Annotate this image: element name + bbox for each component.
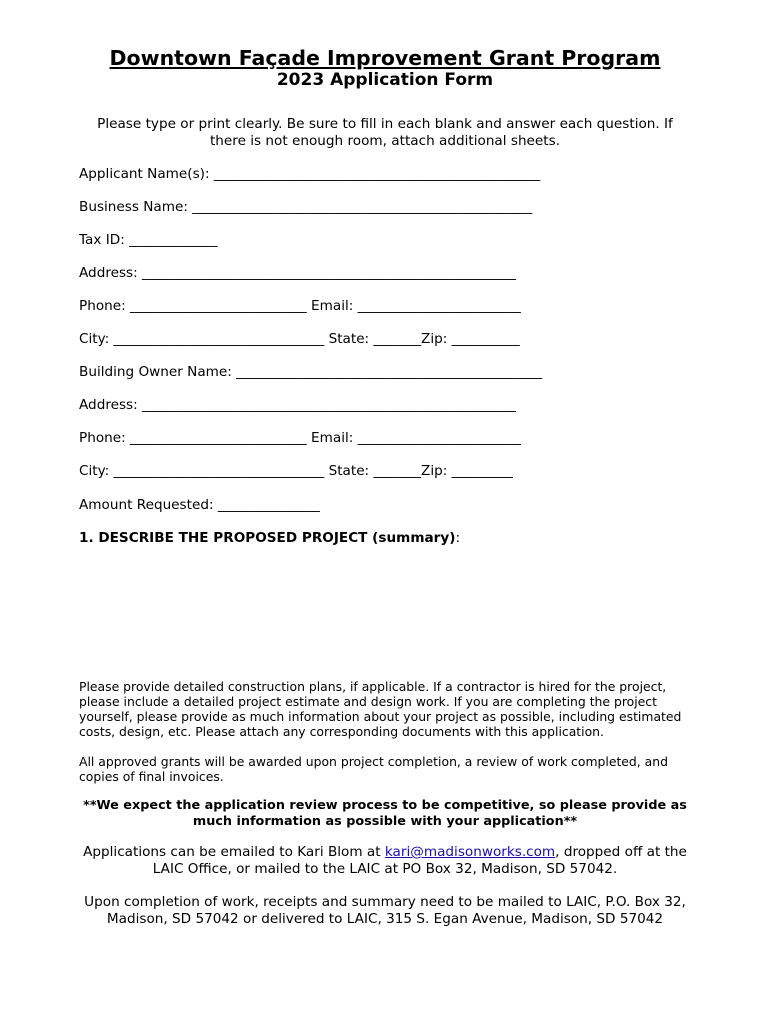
plans-instructions: Please provide detailed construction plans, if applicable. If a contractor is hired for the project, please include a detailed project estimate and design work. If you are completing the project yourself, please provide as much information about your project as possible, including estimated costs, design, etc. Please attach any corresponding documents with this application.: [79, 679, 682, 739]
amount-requested-field[interactable]: Amount Requested: _______________: [79, 497, 320, 513]
owner-city-state-zip-field[interactable]: City: _______________________________ State: _______Zip: _________: [79, 463, 513, 479]
project-description-question: [79, 530, 460, 546]
completion-instructions: Upon completion of work, receipts and summary need to be mailed to LAIC, P.O. Box 32, Madison, SD 57042 or delivered to LAIC, 315 S. Egan Avenue, Madison, SD 57042: [84, 894, 686, 927]
submission-text-before: Applications can be emailed to Kari Blom at: [83, 844, 385, 860]
award-instructions: All approved grants will be awarded upon project completion, a review of work completed, and copies of final invoices.: [79, 754, 668, 784]
applicant-address-field[interactable]: Address: _______________________________________________________: [79, 265, 516, 281]
submission-instructions: [82, 844, 688, 878]
form-subtitle: 2023 Application Form: [276, 70, 494, 90]
form-title: Downtown Façade Improvement Grant Program: [109, 46, 661, 70]
contact-email-link[interactable]: kari@madisonworks.com: [384, 844, 556, 860]
competitive-review-notice: **We expect the application review process to be competitive, so please provide as much information as possible with your application**: [83, 798, 687, 829]
tax-id-field[interactable]: Tax ID: _____________: [79, 232, 218, 248]
applicant-city-state-zip-field[interactable]: City: _______________________________ State: _______Zip: __________: [79, 331, 520, 347]
intro-instructions: Please type or print clearly. Be sure to fill in each blank and answer each question. If there is not enough room, attach additional sheets.: [97, 116, 673, 149]
question-colon: :: [455, 530, 461, 546]
project-description-area[interactable]: [79, 552, 689, 670]
building-owner-name-field[interactable]: Building Owner Name: _____________________________________________: [79, 364, 543, 380]
question-label: 1. DESCRIBE THE PROPOSED PROJECT (summary): [79, 530, 456, 546]
owner-phone-email-field[interactable]: Phone: __________________________ Email: ________________________: [79, 430, 521, 446]
applicant-phone-email-field[interactable]: Phone: __________________________ Email: ________________________: [79, 298, 521, 314]
owner-address-field[interactable]: Address: _______________________________________________________: [79, 397, 516, 413]
business-name-field[interactable]: Business Name: __________________________________________________: [79, 199, 533, 215]
applicant-name-field[interactable]: Applicant Name(s): ________________________________________________: [79, 166, 541, 182]
submission-text-after: , dropped off at the LAIC Office, or mailed to the LAIC at PO Box 32, Madison, SD 57042.: [152, 844, 687, 877]
